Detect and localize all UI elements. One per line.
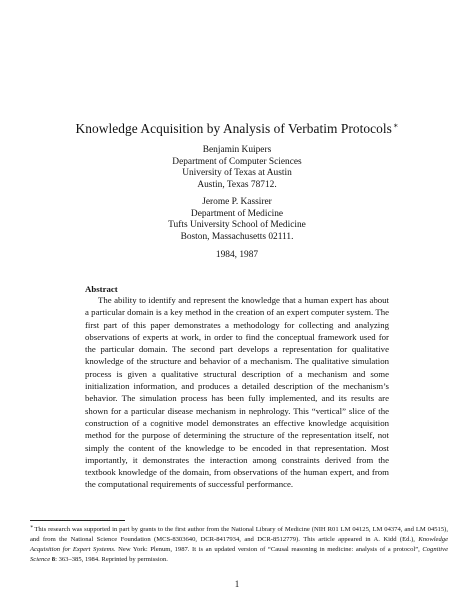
- title-footnote-marker: ∗: [392, 121, 399, 130]
- author-location: Austin, Texas 78712.: [197, 179, 277, 190]
- abstract-text: The ability to identify and represent the knowledge that a human expert has about a particular domain is a key method in the creation of an expert computer system. The first part of this paper demonstrates a methodology for collecting and analyzing observations of experts at work, in order to find the conceptual framework used for the particular domain. The second part develops a representation for qualitative knowledge of the structure and behavior of a mechanism. The qualitative simulation process is given a qualitative structural description of a mechanism and some initialization information, and produces a detailed description of the mechanism’s behavior. The simulation process has been fully implemented, and its results are shown for a particular disease mechanism in nephrology. This “vertical” slice of the construction of a cognitive model demonstrates an effective knowledge acquisition method for the purpose of determining the structure of the representation itself, not simply the content of the knowledge to be encoded in that representation. Most importantly, it demonstrates the interaction among constraints derived from the textbook knowledge of the domain, from observations of the human expert, and from the computational requirements of successful performance.: [85, 295, 389, 490]
- abstract-heading: Abstract: [85, 284, 118, 294]
- paper-date: 1984, 1987: [215, 250, 259, 260]
- page-number: 1: [234, 579, 240, 589]
- footnote-rule: [30, 520, 125, 521]
- footnote-text-part3: : 363–385, 1984. Reprinted by permission.: [55, 556, 168, 563]
- footnote: [30, 523, 448, 565]
- author-department: Department of Computer Sciences: [172, 156, 302, 167]
- paper-title-text: Knowledge Acquisition by Analysis of Verbatim Protocols: [75, 121, 392, 136]
- abstract-body: [85, 294, 389, 491]
- author-institution: Tufts University School of Medicine: [168, 220, 306, 231]
- author-block-kassirer: [0, 197, 474, 243]
- author-institution: University of Texas at Austin: [182, 168, 292, 179]
- footnote-text-part2: . New York: Plenum, 1987. It is an updated version of “Causal reasoning in medicine: analysis of a protocol”,: [113, 546, 423, 553]
- author-name: Jerome P. Kassirer: [202, 197, 272, 207]
- author-department: Department of Medicine: [190, 208, 284, 219]
- author-name: Benjamin Kuipers: [202, 145, 272, 155]
- paper-title: [30, 121, 444, 137]
- author-location: Boston, Massachusetts 02111.: [180, 231, 294, 242]
- footnote-journal-title: Cognitive Science: [30, 546, 448, 563]
- author-block-kuipers: [0, 145, 474, 191]
- footnote-text-part1: This research was supported in part by grants to the first author from the National Library of Medicine (NIH R01 LM 04125, LM 04374, and LM 04515), and from the National Science Foundation (MCS-8303640, DCR-8417934, and DCR-8512779). This article appeared in A. Kidd (Ed.),: [30, 526, 448, 543]
- footnote-book-title: Knowledge Acquisition for Expert Systems: [30, 536, 448, 553]
- footnote-marker: ∗: [30, 525, 34, 530]
- footnote-journal-volume: 8: [51, 556, 56, 563]
